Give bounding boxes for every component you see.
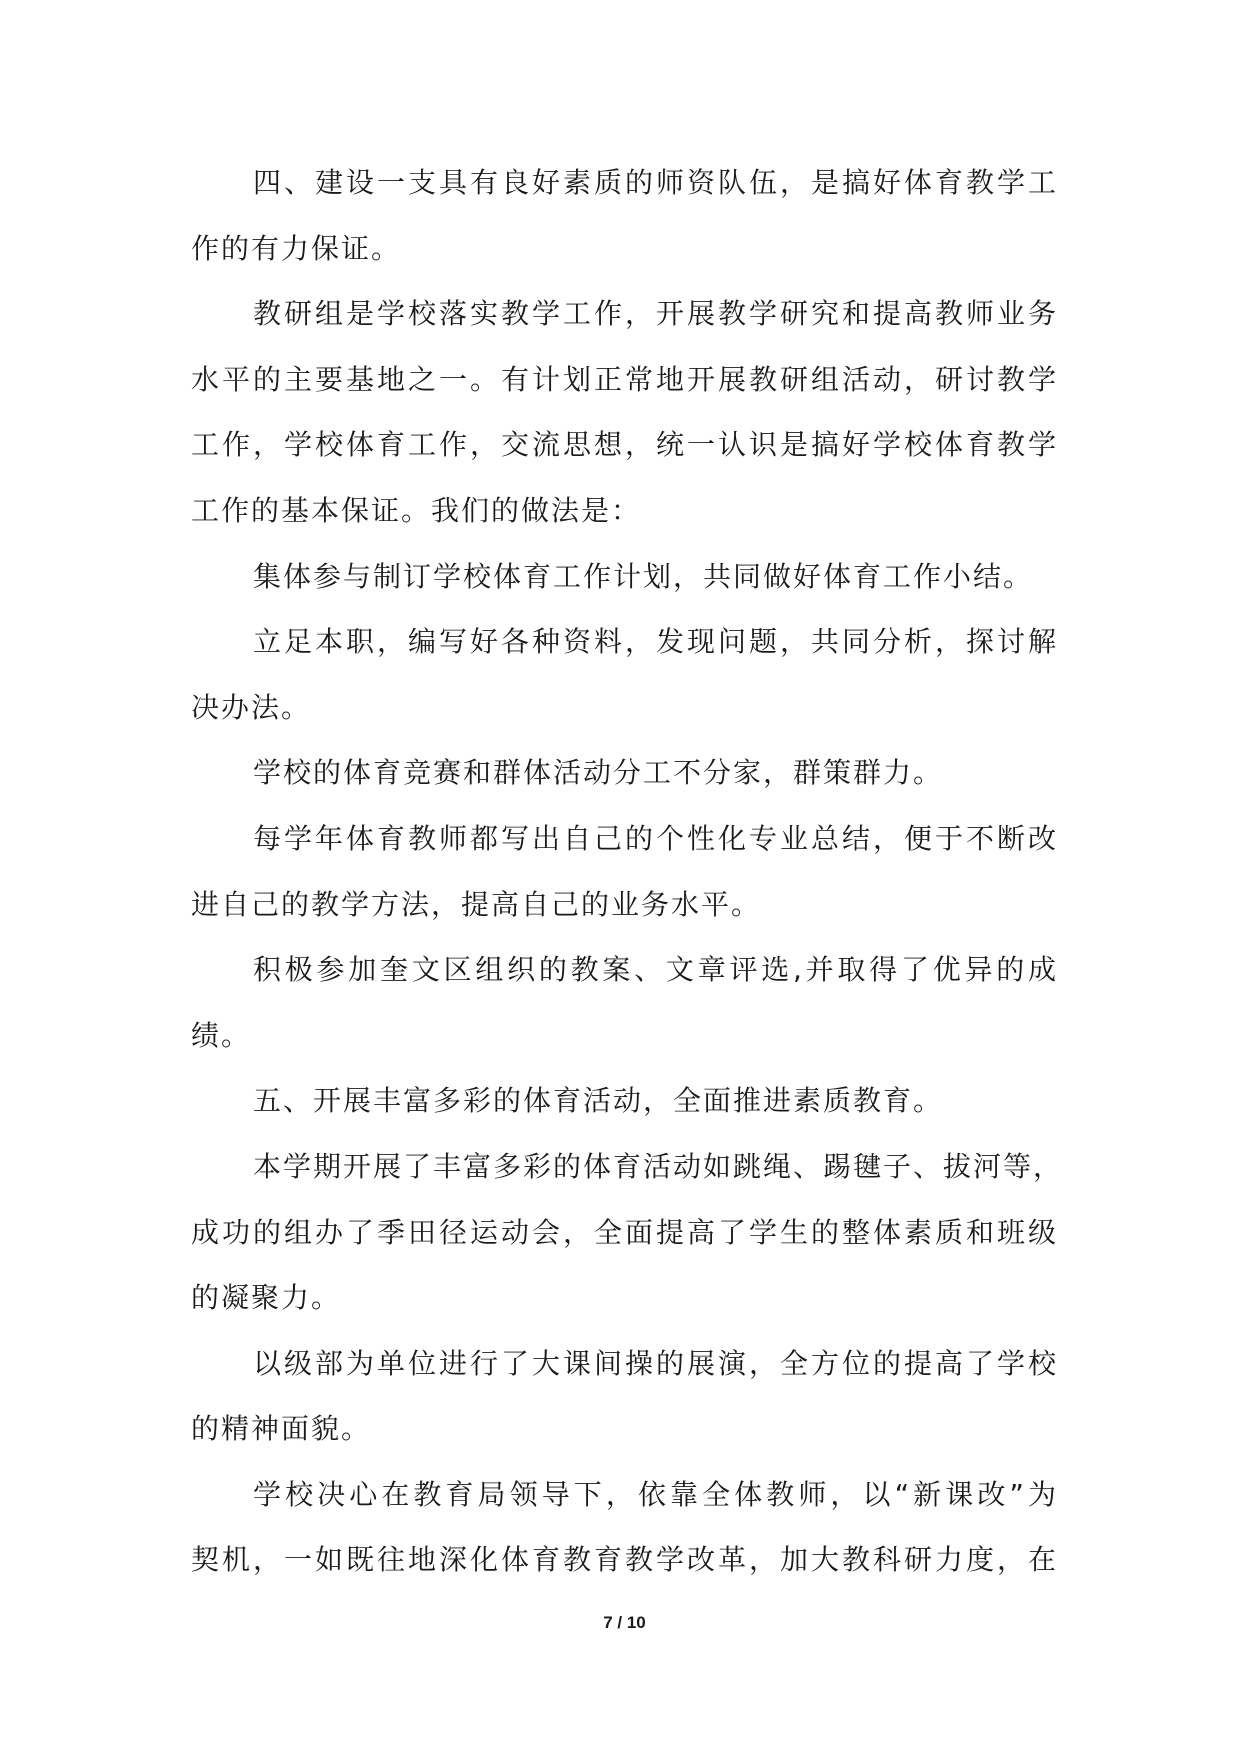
paragraph xyxy=(191,281,1058,543)
paragraph xyxy=(191,150,1058,281)
text-line: 立足本职，编写好各种资料，发现问题，共同分析，探讨解 xyxy=(253,625,1058,659)
text-line: 五、开展丰富多彩的体育活动，全面推进素质教育。 xyxy=(253,1084,944,1118)
text-line: 契机，一如既往地深化体育教育教学改革，加大教科研力度，在 xyxy=(191,1543,1058,1577)
paragraph xyxy=(191,544,1058,610)
document-body xyxy=(191,150,1064,1593)
text-line: 的凝聚力。 xyxy=(191,1281,342,1315)
text-line: 决办法。 xyxy=(191,690,312,724)
paragraph xyxy=(191,1462,1058,1593)
text-line: 每学年体育教师都写出自己的个性化专业总结，便于不断改 xyxy=(253,821,1058,855)
text-line: 工作，学校体育工作，交流思想，统一认识是搞好学校体育教学 xyxy=(191,428,1058,462)
text-line: 成功的组办了季田径运动会，全面提高了学生的整体素质和班级 xyxy=(191,1215,1058,1249)
paragraph xyxy=(191,1134,1064,1331)
text-line: 的精神面貌。 xyxy=(191,1412,372,1446)
text-line: 学校的体育竞赛和群体活动分工不分家，群策群力。 xyxy=(253,756,944,790)
text-line: 作的有力保证。 xyxy=(191,231,402,265)
text-line: 四、建设一支具有良好素质的师资队伍，是搞好体育教学工 xyxy=(253,166,1058,199)
text-line: 本学期开展了丰富多彩的体育活动如跳绳、踢毽子、拔河等， xyxy=(253,1149,1064,1183)
paragraph xyxy=(191,1068,1058,1134)
paragraph xyxy=(191,1331,1058,1462)
text-line: 进自己的教学方法，提高自己的业务水平。 xyxy=(191,887,762,921)
text-line: 水平的主要基地之一。有计划正常地开展教研组活动，研讨教学 xyxy=(191,362,1058,396)
paragraph xyxy=(191,937,1058,1068)
text-line: 教研组是学校落实教学工作，开展教学研究和提高教师业务 xyxy=(253,297,1058,331)
paragraph xyxy=(191,740,1058,806)
text-line: 学校决心在教育局领导下，依靠全体教师，以“新课改”为 xyxy=(253,1477,1058,1511)
page-number: 7 / 10 xyxy=(603,1613,646,1632)
text-line: 以级部为单位进行了大课间操的展演，全方位的提高了学校 xyxy=(253,1346,1058,1380)
paragraph xyxy=(191,806,1058,937)
paragraph xyxy=(191,609,1058,740)
text-line: 绩。 xyxy=(191,1018,252,1052)
text-line: 积极参加奎文区组织的教案、文章评选,并取得了优异的成 xyxy=(253,953,1058,987)
text-line: 工作的基本保证。我们的做法是： xyxy=(191,493,642,527)
text-line: 集体参与制订学校体育工作计划，共同做好体育工作小结。 xyxy=(253,559,1034,593)
